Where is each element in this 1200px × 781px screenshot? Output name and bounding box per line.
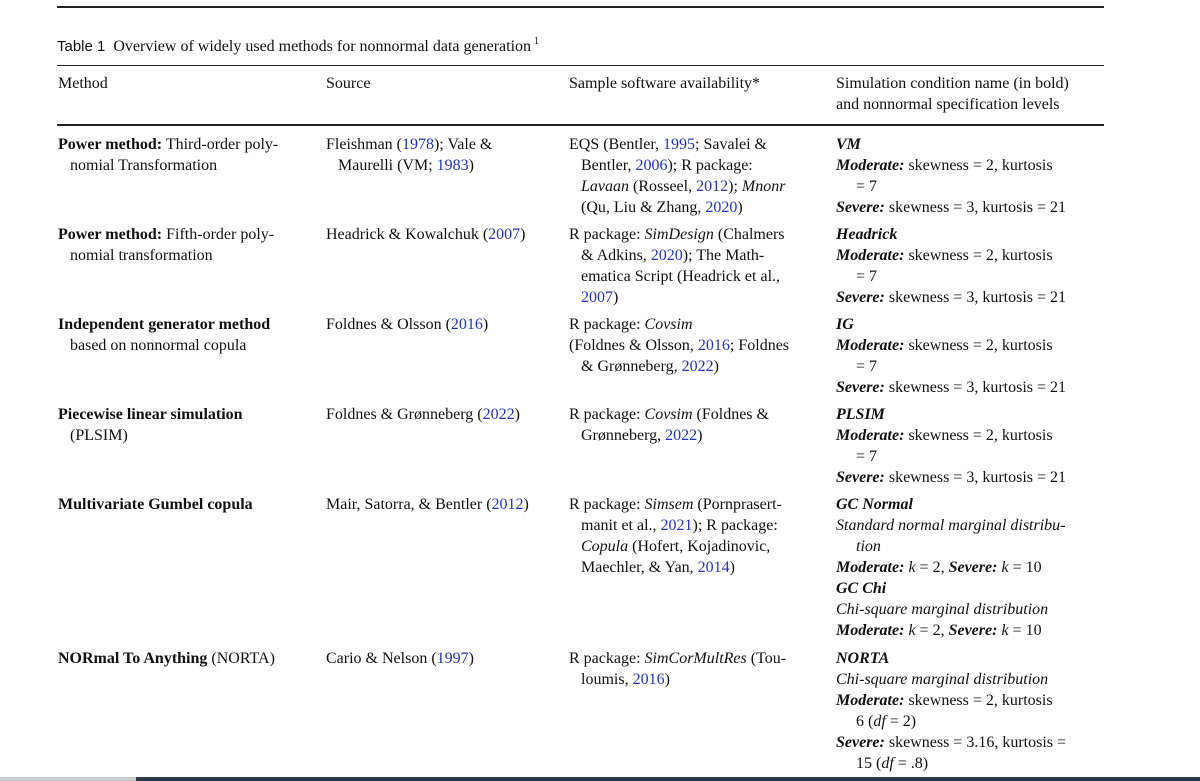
- citation-link[interactable]: 2016: [697, 337, 730, 354]
- source-cell: Fleishman (1978); Vale & Maurelli (VM; 1983): [326, 136, 493, 174]
- citation-link[interactable]: 2012: [491, 496, 524, 513]
- header-top-rule: [57, 65, 1104, 66]
- condition-cell: VM Moderate: skewness = 2, kurtosis = 7 Severe: skewness = 3, kurtosis = 21: [836, 136, 1067, 216]
- citation-link[interactable]: 2016: [632, 671, 665, 688]
- software-cell: R package: SimCorMultRes (Tou- loumis, 2016): [569, 650, 787, 688]
- source-cell: Mair, Satorra, & Bentler (2012): [326, 496, 529, 513]
- table-label: Table 1: [57, 38, 106, 55]
- method-cell: Power method: Third-order poly- nomial Transformation: [58, 136, 279, 174]
- method-cell: NORmal To Anything (NORTA): [58, 650, 275, 667]
- header-condition: Simulation condition name (in bold) and nonnormal specification levels: [836, 75, 1069, 113]
- table-caption: [57, 36, 539, 56]
- condition-cell: IG Moderate: skewness = 2, kurtosis = 7 Severe: skewness = 3, kurtosis = 21: [836, 316, 1067, 396]
- condition-cell: PLSIM Moderate: skewness = 2, kurtosis = 7 Severe: skewness = 3, kurtosis = 21: [836, 406, 1067, 486]
- citation-link[interactable]: 2007: [581, 289, 613, 306]
- method-cell: Piecewise linear simulation (PLSIM): [58, 406, 243, 444]
- software-cell: R package: Covsim (Foldnes & Olsson, 2016; Foldnes & Grønneberg, 2022): [569, 316, 790, 375]
- taskbar-strip-left: [0, 777, 136, 781]
- citation-link[interactable]: 2022: [665, 427, 698, 444]
- citation-link[interactable]: 1995: [663, 136, 696, 153]
- top-rule: [57, 6, 1104, 8]
- condition-cell: NORTA Chi-square marginal distribution Moderate: skewness = 2, kurtosis 6 (df = 2) Severe: skewness = 3.16, kurtosis = 15 (df = .8): [836, 650, 1067, 772]
- header-software: Sample software availability*: [569, 75, 761, 92]
- citation-link[interactable]: 2020: [650, 247, 683, 264]
- citation-link[interactable]: 2022: [681, 358, 714, 375]
- citation-link[interactable]: 2006: [635, 157, 668, 174]
- software-cell: R package: Simsem (Pornprasert- manit et al., 2021); R package: Copula (Hofert, Kojadinovic, Maechler, & Yan, 2014): [569, 496, 782, 576]
- software-cell: R package: Covsim (Foldnes & Grønneberg, 2022): [569, 406, 769, 444]
- software-cell: EQS (Bentler, 1995; Savalei & Bentler, 2006); R package: Lavaan (Rosseel, 2012); Mnonr (Qu, Liu & Zhang, 2020): [569, 136, 786, 216]
- method-cell: Power method: Fifth-order poly- nomial transformation: [58, 226, 275, 264]
- header-bottom-rule: [57, 124, 1104, 126]
- citation-link[interactable]: 2021: [660, 517, 693, 534]
- citation-link[interactable]: 2020: [705, 199, 738, 216]
- citation-link[interactable]: 2022: [482, 406, 515, 423]
- method-cell: Multivariate Gumbel copula: [58, 496, 253, 513]
- citation-link[interactable]: 1983: [436, 157, 469, 174]
- citation-link[interactable]: 1978: [402, 136, 434, 153]
- condition-cell: Headrick Moderate: skewness = 2, kurtosis = 7 Severe: skewness = 3, kurtosis = 21: [836, 226, 1067, 306]
- citation-link[interactable]: 2016: [450, 316, 483, 333]
- header-source: Source: [326, 75, 371, 92]
- caption-text: Overview of widely used methods for nonnormal data generation: [113, 38, 532, 55]
- citation-link[interactable]: 2014: [697, 559, 730, 576]
- condition-cell: GC Normal Standard normal marginal distribu- tion Moderate: k = 2, Severe: k = 10 GC Chi Chi-square marginal distribution Moderate: k = 2, Severe: k = 10: [836, 496, 1066, 639]
- taskbar-strip: [0, 777, 1200, 781]
- source-cell: Headrick & Kowalchuk (2007): [326, 226, 526, 243]
- citation-link[interactable]: 2012: [696, 178, 729, 195]
- header-method: Method: [58, 75, 108, 92]
- citation-link[interactable]: 2007: [488, 226, 521, 243]
- citation-link[interactable]: 1997: [436, 650, 469, 667]
- software-cell: R package: SimDesign (Chalmers & Adkins, 2020); The Math- ematica Script (Headrick et al., 2007): [569, 226, 785, 306]
- source-cell: Foldnes & Grønneberg (2022): [326, 406, 520, 423]
- footnote-mark: 1: [534, 36, 540, 47]
- source-cell: Foldnes & Olsson (2016): [326, 316, 489, 333]
- method-cell: Independent generator method based on nonnormal copula: [58, 316, 271, 354]
- source-cell: Cario & Nelson (1997): [326, 650, 474, 667]
